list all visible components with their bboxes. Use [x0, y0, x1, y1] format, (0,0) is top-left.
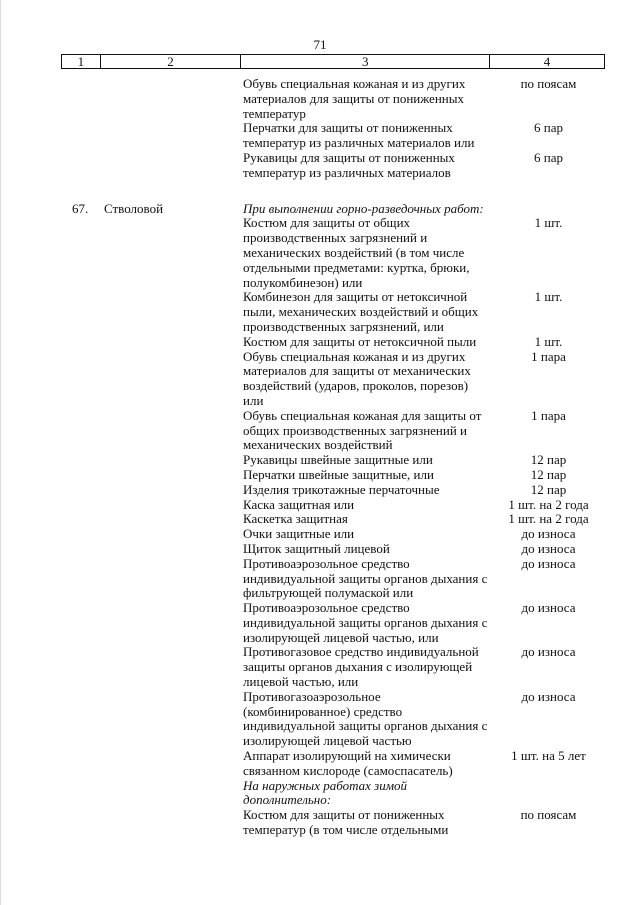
item-quantity: до износа	[521, 540, 576, 556]
item-quantity: 1 шт.	[534, 289, 563, 305]
item-quantity: до износа	[521, 644, 576, 660]
item-list	[0, 808, 640, 838]
list-item	[0, 468, 640, 483]
item-description: Перчатки швейные защитные, или	[243, 466, 434, 482]
item-quantity: по поясам	[520, 76, 577, 91]
list-item	[0, 498, 640, 513]
table-body	[0, 77, 640, 838]
item-quantity: 6 пар	[534, 120, 563, 136]
header-col-4: 4	[490, 55, 605, 69]
list-item	[0, 690, 640, 749]
item-description: Обувь специальная кожаная и из других материалов для защиты от пониженных температур	[243, 76, 466, 121]
item-description: Каскетка защитная	[243, 511, 348, 527]
item-description: Комбинезон для защиты от нетоксичной пыли, механических воздействий и общих производственных загрязнений, или	[243, 289, 479, 334]
item-quantity: 12 пар	[530, 452, 567, 468]
item-description: Перчатки для защиты от пониженных температур из различных материалов или	[243, 120, 475, 151]
list-item	[0, 335, 640, 350]
item-description: Обувь специальная кожаная для защиты от общих производственных загрязнений и механических воздействий	[243, 407, 482, 453]
item-description: Каска защитная или	[243, 496, 355, 512]
item-description: Рукавицы швейные защитные или	[243, 452, 433, 468]
item-description: Аппарат изолирующий на химически связанном кислороде (самоспасатель)	[243, 748, 453, 778]
item-quantity: до износа	[521, 600, 576, 616]
header-col-2: 2	[100, 55, 241, 69]
list-item	[0, 557, 640, 601]
item-description: Противогазоаэрозольное (комбинированное) средство индивидуальной защиты органов дыхания с изолирующей лицевой частью	[243, 688, 488, 749]
list-item	[0, 151, 640, 181]
header-col-1: 1	[62, 55, 101, 69]
entry-number: 67.	[72, 200, 89, 216]
page-number: 71	[313, 37, 327, 52]
list-item	[0, 645, 640, 689]
item-description: Противоаэрозольное средство индивидуальной защиты органов дыхания с изолирующей лицевой частью, или	[243, 600, 488, 645]
header-col-3: 3	[241, 55, 490, 69]
item-description: Щиток защитный лицевой	[243, 540, 390, 556]
item-quantity: до износа	[521, 688, 576, 704]
list-item	[0, 453, 640, 468]
item-quantity: 6 пар	[534, 149, 563, 165]
continuation-block	[0, 77, 640, 181]
list-item	[0, 77, 640, 121]
item-quantity: 1 шт. на 5 лет	[511, 748, 586, 764]
list-item	[0, 749, 640, 779]
item-description: Костюм для защиты от общих производственных загрязнений и механических воздействий (в том числе отдельными предметами: куртка, брюки, полукомбинезон) или	[243, 215, 470, 290]
item-description: Изделия трикотажные перчаточные	[243, 481, 440, 497]
item-quantity: 1 шт.	[534, 333, 563, 349]
entry-profession: Стволовой	[104, 200, 164, 216]
entry-row	[0, 202, 640, 838]
item-quantity: по поясам	[520, 807, 577, 823]
item-description: Противогазовое средство индивидуальной защиты органов дыхания с изолирующей лицевой частью, или	[243, 644, 479, 690]
section-title: На наружных работах зимой дополнительно:	[243, 777, 408, 808]
item-quantity: 1 пара	[531, 348, 566, 364]
list-item	[0, 542, 640, 557]
item-description: Костюм для защиты от пониженных температур (в том числе отдельными	[243, 807, 449, 838]
list-item	[0, 808, 640, 838]
item-description: Костюм для защиты от нетоксичной пыли	[243, 333, 477, 349]
item-quantity: 12 пар	[530, 481, 567, 497]
item-quantity: 1 шт. на 2 года	[508, 496, 589, 512]
item-quantity: 12 пар	[530, 466, 567, 482]
list-item	[0, 601, 640, 645]
list-item	[0, 121, 640, 151]
list-item	[0, 512, 640, 527]
item-description: Противоаэрозольное средство индивидуальной защиты органов дыхания с фильтрующей полумаской или	[243, 555, 488, 601]
item-quantity: до износа	[521, 555, 576, 571]
item-quantity: 1 шт. на 2 года	[508, 511, 589, 527]
item-description: Рукавицы для защиты от пониженных температур из различных материалов	[243, 149, 455, 180]
list-item	[0, 409, 640, 453]
item-description: Очки защитные или	[243, 526, 355, 542]
list-item	[0, 290, 640, 334]
list-item	[0, 483, 640, 498]
item-description: Обувь специальная кожаная и из других материалов для защиты от механических воздействий (ударов, проколов, порезов) или	[243, 348, 471, 408]
column-header-table	[61, 54, 605, 69]
item-quantity: 1 пара	[531, 407, 566, 423]
item-quantity: 1 шт.	[534, 215, 563, 231]
list-item	[0, 527, 640, 542]
item-quantity: до износа	[521, 526, 576, 542]
list-item	[0, 350, 640, 409]
list-item	[0, 216, 640, 290]
section-title: При выполнении горно-разведочных работ:	[243, 200, 484, 216]
item-list	[0, 216, 640, 778]
